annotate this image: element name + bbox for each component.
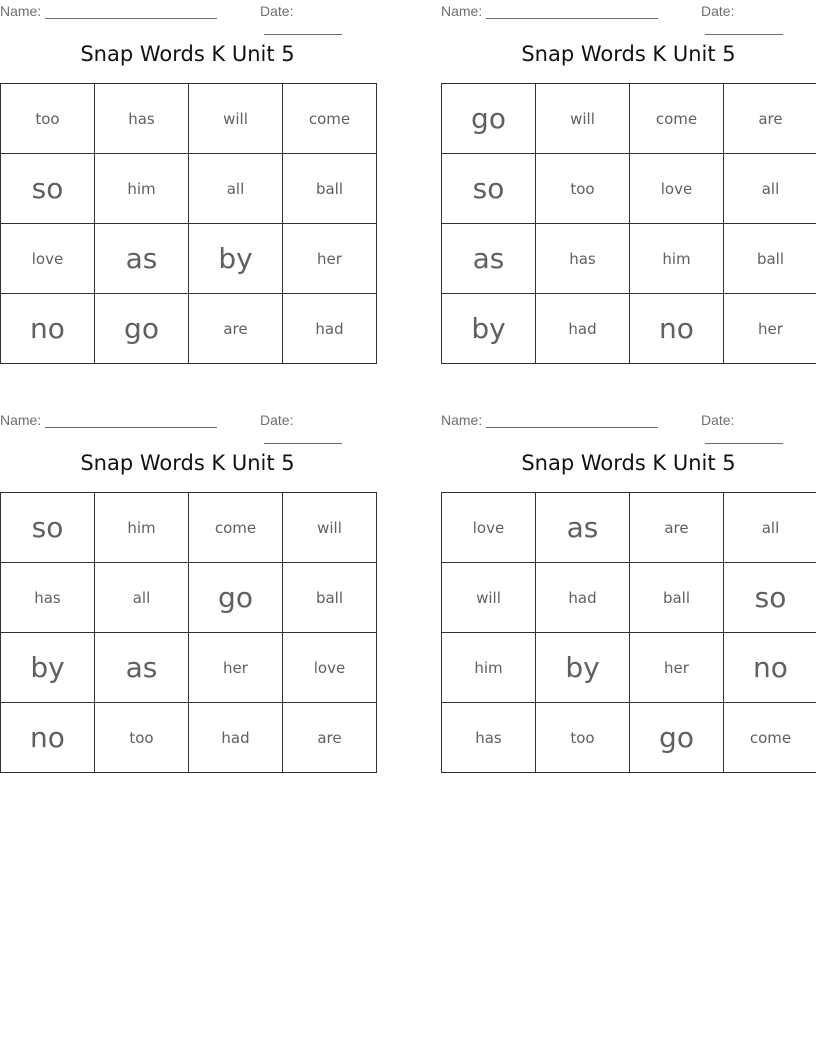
grid-cell: all xyxy=(189,154,283,224)
grid-cell: as xyxy=(95,633,189,703)
bingo-grid xyxy=(0,492,377,773)
grid-row xyxy=(1,224,377,294)
grid-row xyxy=(442,84,816,154)
grid-cell: so xyxy=(1,154,95,224)
grid-cell: too xyxy=(1,84,95,154)
grid-cell: love xyxy=(1,224,95,294)
grid-cell: will xyxy=(536,84,630,154)
grid-cell: her xyxy=(630,633,724,703)
date-blank-line xyxy=(264,20,342,35)
name-blank-line xyxy=(45,413,217,428)
grid-row xyxy=(1,154,377,224)
grid-cell: go xyxy=(95,294,189,364)
grid-cell: all xyxy=(724,154,816,224)
name-label: Name: xyxy=(0,412,42,428)
bingo-grid xyxy=(0,83,377,364)
grid-cell: no xyxy=(1,294,95,364)
card-title: Snap Words K Unit 5 xyxy=(80,451,295,475)
name-label: Name: xyxy=(441,412,483,428)
grid-cell: him xyxy=(630,224,724,294)
grid-cell: has xyxy=(95,84,189,154)
card-title: Snap Words K Unit 5 xyxy=(80,42,295,66)
grid-row xyxy=(442,633,816,703)
grid-cell: had xyxy=(283,294,377,364)
grid-cell: by xyxy=(536,633,630,703)
grid-row xyxy=(1,493,377,563)
grid-cell: no xyxy=(1,703,95,773)
name-date-line xyxy=(0,0,375,22)
name-field xyxy=(0,412,217,428)
date-field xyxy=(701,3,816,35)
name-date-line xyxy=(441,409,816,431)
grid-cell: has xyxy=(536,224,630,294)
name-blank-line xyxy=(486,4,658,19)
name-label: Name: xyxy=(441,3,483,19)
grid-row xyxy=(1,703,377,773)
card-title: Snap Words K Unit 5 xyxy=(521,451,736,475)
date-field xyxy=(701,412,816,444)
grid-cell: will xyxy=(189,84,283,154)
name-blank-line xyxy=(486,413,658,428)
grid-cell: as xyxy=(536,493,630,563)
grid-cell: her xyxy=(283,224,377,294)
grid-cell: has xyxy=(442,703,536,773)
grid-row xyxy=(442,154,816,224)
grid-cell: too xyxy=(536,703,630,773)
grid-cell: had xyxy=(189,703,283,773)
grid-cell: as xyxy=(442,224,536,294)
grid-row xyxy=(442,224,816,294)
name-date-line xyxy=(441,0,816,22)
grid-row xyxy=(1,84,377,154)
grid-cell: go xyxy=(630,703,724,773)
name-field xyxy=(0,3,217,19)
grid-cell: will xyxy=(283,493,377,563)
grid-cell: by xyxy=(442,294,536,364)
grid-cell: him xyxy=(95,154,189,224)
grid-cell: go xyxy=(442,84,536,154)
grid-cell: so xyxy=(442,154,536,224)
grid-row xyxy=(1,633,377,703)
bingo-card xyxy=(441,409,816,754)
grid-cell: will xyxy=(442,563,536,633)
grid-cell: ball xyxy=(724,224,816,294)
grid-cell: him xyxy=(442,633,536,703)
name-label: Name: xyxy=(0,3,42,19)
bingo-card xyxy=(0,409,375,754)
grid-cell: her xyxy=(724,294,816,364)
date-blank-line xyxy=(705,429,783,444)
grid-cell: come xyxy=(724,703,816,773)
bingo-grid xyxy=(441,83,816,364)
grid-cell: love xyxy=(630,154,724,224)
grid-cell: come xyxy=(630,84,724,154)
grid-row xyxy=(1,294,377,364)
date-field xyxy=(260,412,375,444)
grid-row xyxy=(1,563,377,633)
date-label: Date: xyxy=(701,3,735,19)
date-blank-line xyxy=(705,20,783,35)
grid-cell: no xyxy=(630,294,724,364)
grid-cell: so xyxy=(724,563,816,633)
date-blank-line xyxy=(264,429,342,444)
grid-cell: had xyxy=(536,563,630,633)
grid-cell: are xyxy=(724,84,816,154)
card-title: Snap Words K Unit 5 xyxy=(521,42,736,66)
grid-cell: love xyxy=(283,633,377,703)
name-field xyxy=(441,412,658,428)
grid-cell: all xyxy=(724,493,816,563)
grid-row xyxy=(442,294,816,364)
grid-cell: by xyxy=(1,633,95,703)
date-field xyxy=(260,3,375,35)
grid-row xyxy=(442,703,816,773)
grid-cell: ball xyxy=(283,563,377,633)
grid-cell: are xyxy=(630,493,724,563)
grid-cell: no xyxy=(724,633,816,703)
grid-cell: ball xyxy=(630,563,724,633)
bingo-card xyxy=(441,0,816,345)
grid-row xyxy=(442,493,816,563)
grid-cell: ball xyxy=(283,154,377,224)
name-field xyxy=(441,3,658,19)
bingo-grid xyxy=(441,492,816,773)
grid-cell: has xyxy=(1,563,95,633)
grid-cell: so xyxy=(1,493,95,563)
date-label: Date: xyxy=(701,412,735,428)
grid-cell: all xyxy=(95,563,189,633)
grid-cell: as xyxy=(95,224,189,294)
date-label: Date: xyxy=(260,3,294,19)
grid-cell: by xyxy=(189,224,283,294)
name-date-line xyxy=(0,409,375,431)
grid-cell: come xyxy=(283,84,377,154)
grid-row xyxy=(442,563,816,633)
grid-cell: are xyxy=(189,294,283,364)
grid-cell: go xyxy=(189,563,283,633)
grid-cell: love xyxy=(442,493,536,563)
grid-cell: come xyxy=(189,493,283,563)
grid-cell: him xyxy=(95,493,189,563)
grid-cell: had xyxy=(536,294,630,364)
bingo-card xyxy=(0,0,375,345)
grid-cell: her xyxy=(189,633,283,703)
grid-cell: too xyxy=(536,154,630,224)
name-blank-line xyxy=(45,4,217,19)
grid-cell: too xyxy=(95,703,189,773)
grid-cell: are xyxy=(283,703,377,773)
date-label: Date: xyxy=(260,412,294,428)
